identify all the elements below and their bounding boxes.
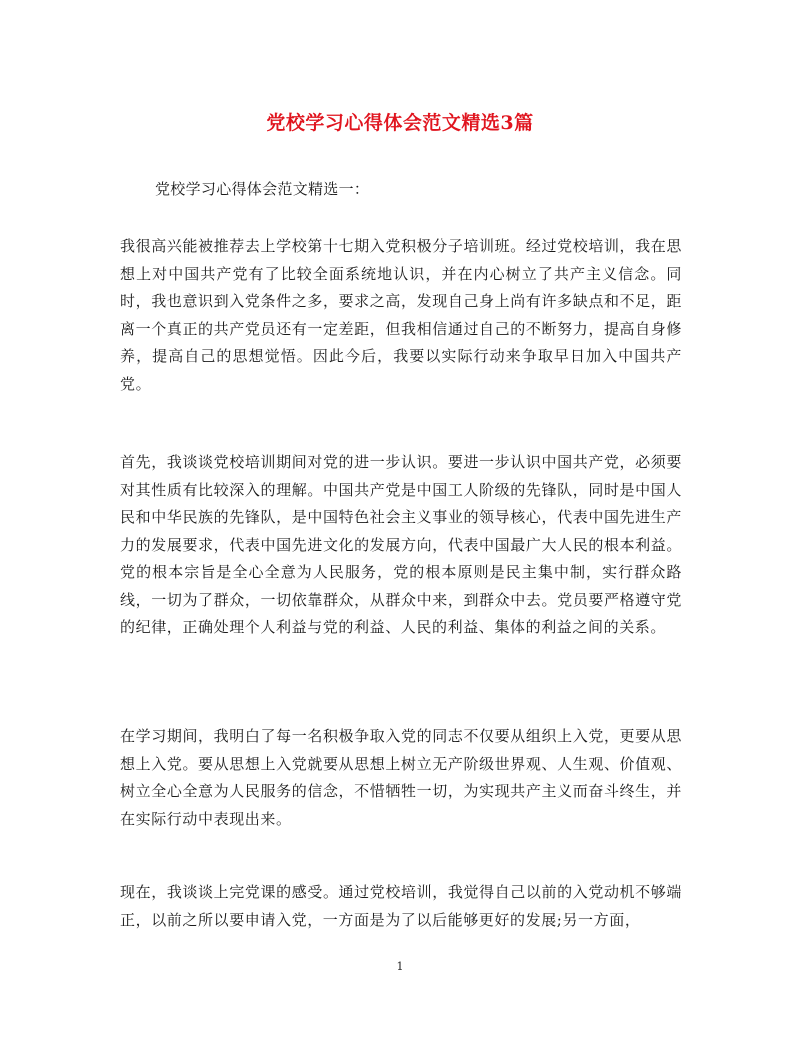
paragraph-2: 首先，我谈谈党校培训期间对党的进一步认识。要进一步认识中国共产党，必须要对其性质有比较深入的理解。中国共产党是中国工人阶级的先锋队，同时是中国人民和中华民族的先锋队，是中国特色社会主义事业的领导核心，代表中国先进生产力的发展要求，代表中国先进文化的发展方向，代表中国最广大人民的根本利益。党的根本宗旨是全心全意为人民服务，党的根本原则是民主集中制，实行群众路线，一切为了群众，一切依靠群众，从群众中来，到群众中去。党员要严格遵守党的纪律，正确处理个人利益与党的利益、人民的利益、集体的利益之间的关系。 bbox=[120, 453, 682, 636]
document-title: 党校学习心得体会范文精选3篇 bbox=[266, 112, 534, 134]
page-number: 1 bbox=[396, 960, 404, 973]
paragraph-1: 我很高兴能被推荐去上学校第十七期入党积极分子培训班。经过党校培训，我在思想上对中国共产党有了比较全面系统地认识，并在内心树立了共产主义信念。同时，我也意识到入党条件之多，要求之高，发现自己身上尚有许多缺点和不足，距离一个真正的共产党员还有一定差距，但我相信通过自己的不断努力，提高自身修养，提高自己的思想觉悟。因此今后，我要以实际行动来争取早日加入中国共产党。 bbox=[120, 237, 682, 393]
paragraph-4: 现在，我谈谈上完党课的感受。通过党校培训，我觉得自己以前的入党动机不够端正，以前之所以要申请入党，一方面是为了以后能够更好的发展;另一方面， bbox=[120, 883, 682, 929]
section-heading: 党校学习心得体会范文精选一： bbox=[155, 180, 370, 198]
paragraph-3: 在学习期间，我明白了每一名积极争取入党的同志不仅要从组织上入党，更要从思想上入党。要从思想上入党就要从思想上树立无产阶级世界观、人生观、价值观、树立全心全意为人民服务的信念，不惜牺牲一切，为实现共产主义而奋斗终生，并在实际行动中表现出来。 bbox=[120, 727, 682, 828]
